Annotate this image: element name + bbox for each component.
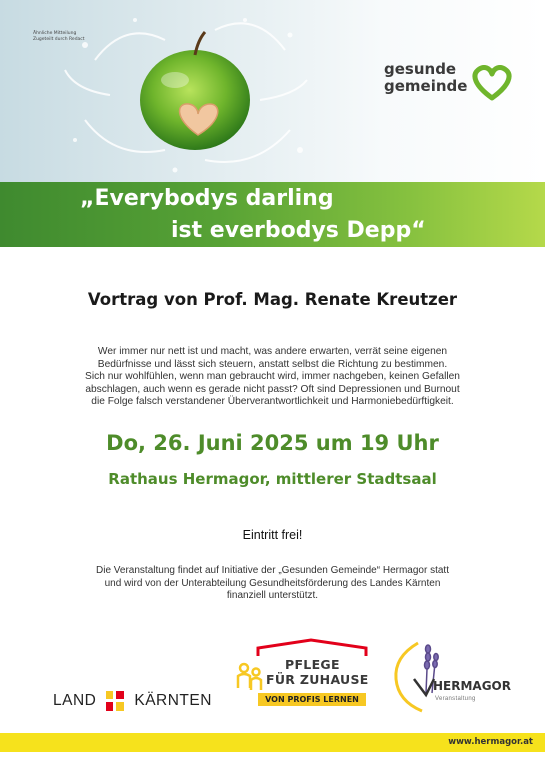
kaernten-emblem-icon (106, 691, 124, 711)
kaernten-word: KÄRNTEN (134, 692, 212, 709)
hermagor-name: HERMAGOR (433, 679, 511, 693)
event-venue: Rathaus Hermagor, mittlerer Stadtsaal (108, 470, 437, 488)
note-line: Die Veranstaltung findet auf Initiative der „Gesunden Gemeinde“ Hermagor statt (96, 565, 449, 576)
description-line: Bedürfnisse und lässt sich steuern, anstatt selbst die Richtung zu bestimmen. (97, 358, 448, 370)
footer-bar (0, 733, 545, 752)
land-kaernten-logo (53, 690, 212, 712)
footer-url-link[interactable]: www.hermagor.at (448, 737, 533, 747)
apple-splash-illustration (55, 0, 315, 182)
event-date: Do, 26. Juni 2025 um 19 Uhr (106, 431, 439, 455)
headline-line1: „Everybodys darling (80, 186, 334, 211)
pflege-tagline: VON PROFIS LERNEN (258, 693, 366, 706)
admission-text: Eintritt frei! (242, 528, 303, 542)
hermagor-emblem-icon (388, 635, 513, 715)
hero-image (0, 0, 545, 182)
note-line: finanziell unterstützt. (226, 590, 319, 602)
pflege-fuer-zuhause-logo (236, 638, 368, 708)
description-line: Sich nur wohlfühlen, wenn man gebraucht wird, immer nachgeben, keinen Gefallen (85, 371, 460, 383)
hero-caption: Ähnliche Mitteilung Zugeteilt durch Redact (33, 31, 85, 42)
brand-line1: gesunde (384, 60, 457, 78)
hermagor-logo (388, 635, 513, 715)
description-line: die Folge falsch verstandener Überverantwortlichkeit und Harmoniebedürftigkeit. (91, 396, 454, 408)
description-line: Wer immer nur nett ist und macht, was andere erwarten, verrät seine eigenen (97, 346, 448, 357)
hermagor-subtitle: Veranstaltung (435, 696, 476, 702)
heart-icon (470, 65, 514, 101)
pflege-line2: FÜR ZUHAUSE (266, 672, 369, 687)
land-word: LAND (53, 692, 97, 709)
pflege-line1: PFLEGE (285, 657, 340, 672)
description-line: abschlagen, auch wenn es gerade nicht passt? Oft sind Depressionen und Burnout (85, 383, 460, 395)
brand-line2: gemeinde (384, 77, 468, 95)
headline-line2: ist everbodys Depp“ (171, 218, 426, 243)
sponsor-note (50, 565, 495, 603)
description-paragraph (40, 346, 505, 409)
speaker-title: Vortrag von Prof. Mag. Renate Kreutzer (87, 290, 458, 309)
note-line: und wird von der Unterabteilung Gesundheitsförderung des Landes Kärnten (104, 577, 441, 589)
